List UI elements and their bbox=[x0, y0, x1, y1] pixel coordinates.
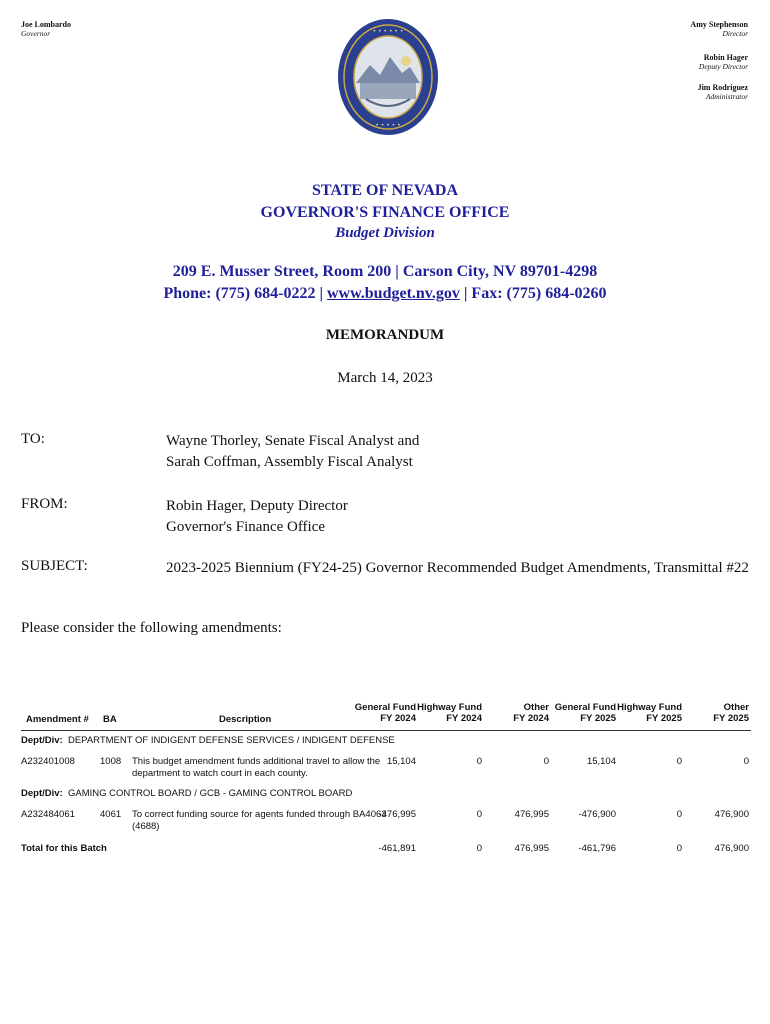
col-gf-fy2025-line2: FY 2025 bbox=[580, 713, 616, 724]
to-recipients bbox=[166, 431, 419, 473]
amendment-number: A232484061 bbox=[21, 809, 75, 820]
deputy-director-title: Deputy Director bbox=[698, 62, 748, 71]
phone-text: Phone: (775) 684-0222 | bbox=[163, 285, 327, 302]
website-link[interactable]: www.budget.nv.gov bbox=[326, 285, 460, 302]
ba-number: 1008 bbox=[100, 756, 122, 767]
nevada-seal-icon bbox=[336, 17, 440, 137]
letterhead-state: STATE OF NEVADA bbox=[311, 182, 459, 199]
col-amendment: Amendment # bbox=[26, 714, 89, 725]
governor-block bbox=[21, 20, 71, 38]
cell-gf-fy2025: 15,104 bbox=[586, 756, 616, 767]
amendment-number: A232401008 bbox=[21, 756, 75, 767]
from-line-2: Governor's Finance Office bbox=[166, 519, 326, 535]
cell-other-fy2025: 476,900 bbox=[714, 809, 749, 820]
memo-title: MEMORANDUM bbox=[325, 327, 445, 343]
from-label: FROM: bbox=[21, 496, 68, 512]
letterhead-office: GOVERNOR'S FINANCE OFFICE bbox=[260, 204, 510, 221]
col-other-fy2024-line1: Other bbox=[523, 702, 549, 713]
cell-other-fy2024: 0 bbox=[543, 756, 549, 767]
administrator-title: Administrator bbox=[705, 92, 748, 101]
col-other-fy2025 bbox=[679, 702, 749, 724]
from-line-1: Robin Hager, Deputy Director bbox=[166, 498, 348, 514]
cell-hf-fy2025: 0 bbox=[676, 809, 682, 820]
cell-gf-fy2025: -476,900 bbox=[578, 809, 616, 820]
dept-name: DEPARTMENT OF INDIGENT DEFENSE SERVICES / INDIGENT DEFENSE bbox=[67, 735, 395, 746]
total-other-fy2025: 476,900 bbox=[714, 843, 749, 854]
subject-text: 2023-2025 Biennium (FY24-25) Governor Recommended Budget Amendments, Transmittal #22 bbox=[166, 560, 749, 576]
administrator-name: Jim Rodriguez bbox=[697, 83, 748, 92]
col-other-fy2025-line1: Other bbox=[723, 702, 749, 713]
memo-date: March 14, 2023 bbox=[337, 370, 433, 386]
cell-hf-fy2025: 0 bbox=[676, 756, 682, 767]
director-block bbox=[690, 20, 748, 38]
cell-gf-fy2024: 15,104 bbox=[386, 756, 416, 767]
cell-hf-fy2024: 0 bbox=[476, 809, 482, 820]
amendment-description bbox=[132, 756, 380, 780]
to-line-1: Wayne Thorley, Senate Fiscal Analyst and bbox=[166, 433, 420, 449]
director-title: Director bbox=[722, 29, 748, 38]
to-label: TO: bbox=[21, 431, 45, 447]
cell-other-fy2025: 0 bbox=[743, 756, 749, 767]
total-hf-fy2025: 0 bbox=[676, 843, 682, 854]
total-hf-fy2024: 0 bbox=[476, 843, 482, 854]
col-gf-fy2024-line1: General Fund bbox=[354, 702, 416, 713]
description-line-1: To correct funding source for agents funded through BA4063 bbox=[132, 809, 387, 820]
col-gf-fy2024-line2: FY 2024 bbox=[380, 713, 416, 724]
col-hf-fy2025 bbox=[612, 702, 682, 724]
governor-name: Joe Lombardo bbox=[21, 20, 71, 29]
fax-text: | Fax: (775) 684-0260 bbox=[459, 285, 607, 302]
col-other-fy2025-line2: FY 2025 bbox=[713, 713, 749, 724]
cell-other-fy2024: 476,995 bbox=[514, 809, 549, 820]
col-hf-fy2025-line1: Highway Fund bbox=[617, 702, 682, 713]
col-gf-fy2025-line1: General Fund bbox=[554, 702, 616, 713]
ba-number: 4061 bbox=[100, 809, 122, 820]
deputy-director-block bbox=[699, 53, 748, 71]
col-description: Description bbox=[219, 714, 272, 725]
letterhead-division: Budget Division bbox=[335, 225, 435, 241]
letterhead-contact bbox=[0, 285, 770, 303]
dept-row bbox=[21, 735, 395, 746]
col-hf-fy2024 bbox=[412, 702, 482, 724]
header-rule bbox=[21, 730, 751, 731]
total-gf-fy2024: -461,891 bbox=[378, 843, 416, 854]
cell-gf-fy2024: -476,995 bbox=[378, 809, 416, 820]
dept-label: Dept/Div: bbox=[21, 788, 63, 799]
to-line-2: Sarah Coffman, Assembly Fiscal Analyst bbox=[166, 454, 413, 470]
col-ba: BA bbox=[103, 714, 117, 725]
description-line-2: department to watch court in each county. bbox=[132, 768, 308, 779]
svg-text:• • • • •: • • • • • bbox=[375, 122, 401, 129]
dept-name: GAMING CONTROL BOARD / GCB - GAMING CONTROL BOARD bbox=[67, 788, 353, 799]
governor-title: Governor bbox=[21, 29, 51, 38]
svg-text:• • • • • •: • • • • • • bbox=[372, 28, 404, 35]
dept-label: Dept/Div: bbox=[21, 735, 63, 746]
total-label: Total for this Batch bbox=[21, 843, 107, 854]
col-gf-fy2025 bbox=[546, 702, 616, 724]
letterhead-address: 209 E. Musser Street, Room 200 | Carson City, NV 89701-4298 bbox=[172, 263, 598, 280]
deputy-director-name: Robin Hager bbox=[703, 53, 748, 62]
col-hf-fy2024-line2: FY 2024 bbox=[446, 713, 482, 724]
description-line-2: (4688) bbox=[132, 821, 160, 832]
col-gf-fy2024 bbox=[346, 702, 416, 724]
cell-hf-fy2024: 0 bbox=[476, 756, 482, 767]
dept-row bbox=[21, 788, 352, 799]
total-other-fy2024: 476,995 bbox=[514, 843, 549, 854]
description-line-1: This budget amendment funds additional travel to allow the bbox=[132, 756, 381, 767]
total-gf-fy2025: -461,796 bbox=[578, 843, 616, 854]
intro-text: Please consider the following amendments: bbox=[21, 620, 282, 636]
col-hf-fy2025-line2: FY 2025 bbox=[646, 713, 682, 724]
director-name: Amy Stephenson bbox=[690, 20, 748, 29]
col-hf-fy2024-line1: Highway Fund bbox=[417, 702, 482, 713]
col-other-fy2024 bbox=[479, 702, 549, 724]
administrator-block bbox=[698, 83, 748, 101]
from-sender bbox=[166, 496, 348, 538]
subject-label: SUBJECT: bbox=[21, 558, 88, 574]
col-other-fy2024-line2: FY 2024 bbox=[513, 713, 549, 724]
